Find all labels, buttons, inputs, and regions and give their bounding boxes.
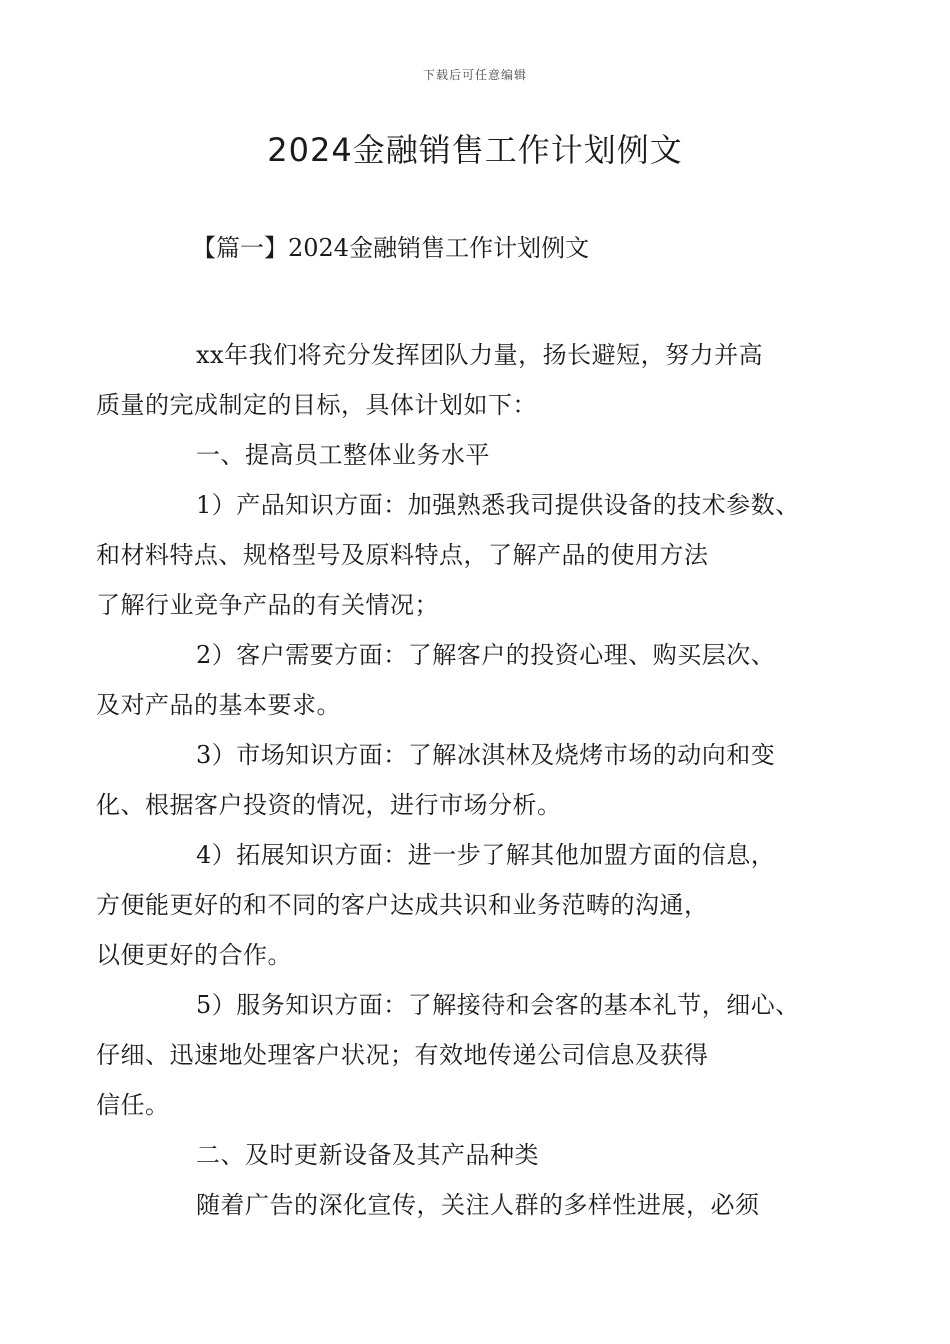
paragraph <box>96 480 826 630</box>
paragraph-line: 2）客户需要方面：了解客户的投资心理、购买层次、 <box>196 641 776 669</box>
paragraph-line: 方便能更好的和不同的客户达成共识和业务范畴的沟通， <box>96 891 709 919</box>
paragraph <box>146 1130 826 1180</box>
paragraph <box>96 630 826 730</box>
paragraph-line: 信任。 <box>96 1091 170 1119</box>
paragraph <box>96 980 826 1130</box>
paragraph <box>96 830 826 980</box>
paragraph-line: 3）市场知识方面：了解冰淇林及烧烤市场的动向和变 <box>196 741 776 769</box>
paragraph-line: 一、提高员工整体业务水平 <box>196 441 490 469</box>
paragraph <box>146 430 826 480</box>
paragraph-line: 二、及时更新设备及其产品种类 <box>196 1141 539 1169</box>
document-title: 2024金融销售工作计划例文 <box>267 131 683 169</box>
paragraph-line: 随着广告的深化宣传，关注人群的多样性进展，必须 <box>196 1191 760 1219</box>
paragraph <box>146 1180 826 1230</box>
paragraph-line: 和材料特点、规格型号及原料特点，了解产品的使用方法 <box>96 541 709 569</box>
header-note: 下载后可任意编辑 <box>422 68 527 82</box>
body-text <box>96 330 826 1230</box>
paragraph-line: 以便更好的合作。 <box>96 941 292 969</box>
paragraph-line: 仔细、迅速地处理客户状况；有效地传递公司信息及获得 <box>96 1041 709 1069</box>
paragraph <box>96 730 826 830</box>
paragraph-line: 5）服务知识方面：了解接待和会客的基本礼节，细心、 <box>196 991 800 1019</box>
paragraph-line: 质量的完成制定的目标，具体计划如下： <box>96 391 537 419</box>
paragraph-line: 化、根据客户投资的情况，进行市场分析。 <box>96 791 562 819</box>
paragraph-line: 及对产品的基本要求。 <box>96 691 341 719</box>
paragraph-line: 1）产品知识方面：加强熟悉我司提供设备的技术参数、 <box>196 491 800 519</box>
section-heading: 【篇一】2024金融销售工作计划例文 <box>192 234 590 262</box>
paragraph-line: xx年我们将充分发挥团队力量，扬长避短，努力并高 <box>196 341 764 369</box>
paragraph-line: 4）拓展知识方面：进一步了解其他加盟方面的信息， <box>196 841 776 869</box>
paragraph <box>96 330 826 430</box>
paragraph-line: 了解行业竞争产品的有关情况； <box>96 591 439 619</box>
